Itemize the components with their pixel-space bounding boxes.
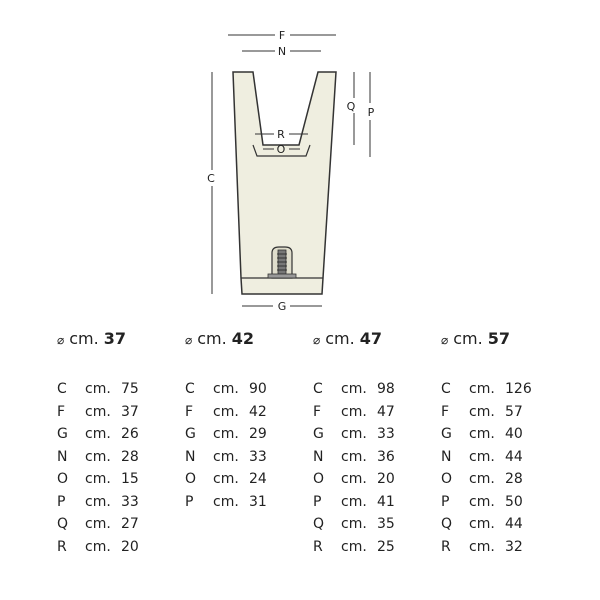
dimension-row: R cm. 32 [441, 538, 523, 555]
dimension-row: F cm. 42 [185, 403, 267, 420]
dimension-row: O cm. 15 [57, 471, 139, 487]
diameter-icon: ⌀ [313, 333, 321, 347]
dim-label-f: F [278, 29, 286, 42]
dimension-row: F cm. 37 [57, 403, 139, 420]
size-column-42 [185, 328, 315, 513]
dimension-row: Q cm. 27 [57, 516, 139, 532]
column-header: ⌀ cm. 57 [441, 329, 510, 348]
dim-label-p: P [367, 106, 375, 119]
dimension-list [441, 378, 571, 558]
dimension-row: F cm. 57 [441, 403, 523, 420]
dimension-row: G cm. 26 [57, 426, 139, 442]
column-header: ⌀ cm. 37 [57, 329, 126, 348]
dimension-row: R cm. 20 [57, 538, 139, 555]
dim-label-n: N [277, 45, 287, 58]
dimension-row: P cm. 50 [441, 493, 523, 510]
dimension-row: P cm. 31 [185, 493, 267, 510]
dim-label-r: R [277, 128, 285, 141]
dimension-row: C cm. 98 [313, 381, 395, 397]
dimension-row: R cm. 25 [313, 538, 395, 555]
column-header: ⌀ cm. 47 [313, 329, 382, 348]
size-column-37 [57, 328, 187, 558]
dimension-row: C cm. 75 [57, 381, 139, 397]
dimension-row: Q cm. 35 [313, 516, 395, 532]
size-column-47 [313, 328, 443, 558]
dimension-row: Q cm. 44 [441, 516, 523, 532]
dimension-list [313, 378, 443, 558]
dimension-row: C cm. 90 [185, 381, 267, 397]
dimension-list [185, 378, 315, 513]
dimension-row: P cm. 33 [57, 493, 139, 510]
dim-label-c: C [207, 172, 215, 185]
dimension-list [57, 378, 187, 558]
dim-label-q: Q [346, 100, 356, 113]
column-header: ⌀ cm. 42 [185, 329, 254, 348]
dimension-row: F cm. 47 [313, 403, 395, 420]
dimension-row: O cm. 20 [313, 471, 395, 487]
dimension-row: C cm. 126 [441, 381, 532, 397]
dimension-row: O cm. 24 [185, 471, 267, 487]
dimension-row: N cm. 33 [185, 448, 267, 465]
dimension-row: G cm. 40 [441, 426, 523, 442]
column-size: 42 [231, 329, 254, 348]
diameter-icon: ⌀ [441, 333, 449, 347]
dimension-row: G cm. 33 [313, 426, 395, 442]
dim-label-g: G [277, 300, 287, 313]
dimension-row: N cm. 44 [441, 448, 523, 465]
column-size: 37 [103, 329, 126, 348]
dimension-row: G cm. 29 [185, 426, 267, 442]
diameter-icon: ⌀ [185, 333, 193, 347]
dim-label-o: O [276, 143, 286, 156]
column-size: 57 [487, 329, 510, 348]
drain-fitting [268, 247, 296, 278]
diameter-icon: ⌀ [57, 333, 65, 347]
dimension-row: P cm. 41 [313, 493, 395, 510]
column-size: 47 [359, 329, 382, 348]
size-column-57 [441, 328, 571, 558]
dimension-row: O cm. 28 [441, 471, 523, 487]
dimension-row: N cm. 28 [57, 448, 139, 465]
dimension-row: N cm. 36 [313, 448, 395, 465]
